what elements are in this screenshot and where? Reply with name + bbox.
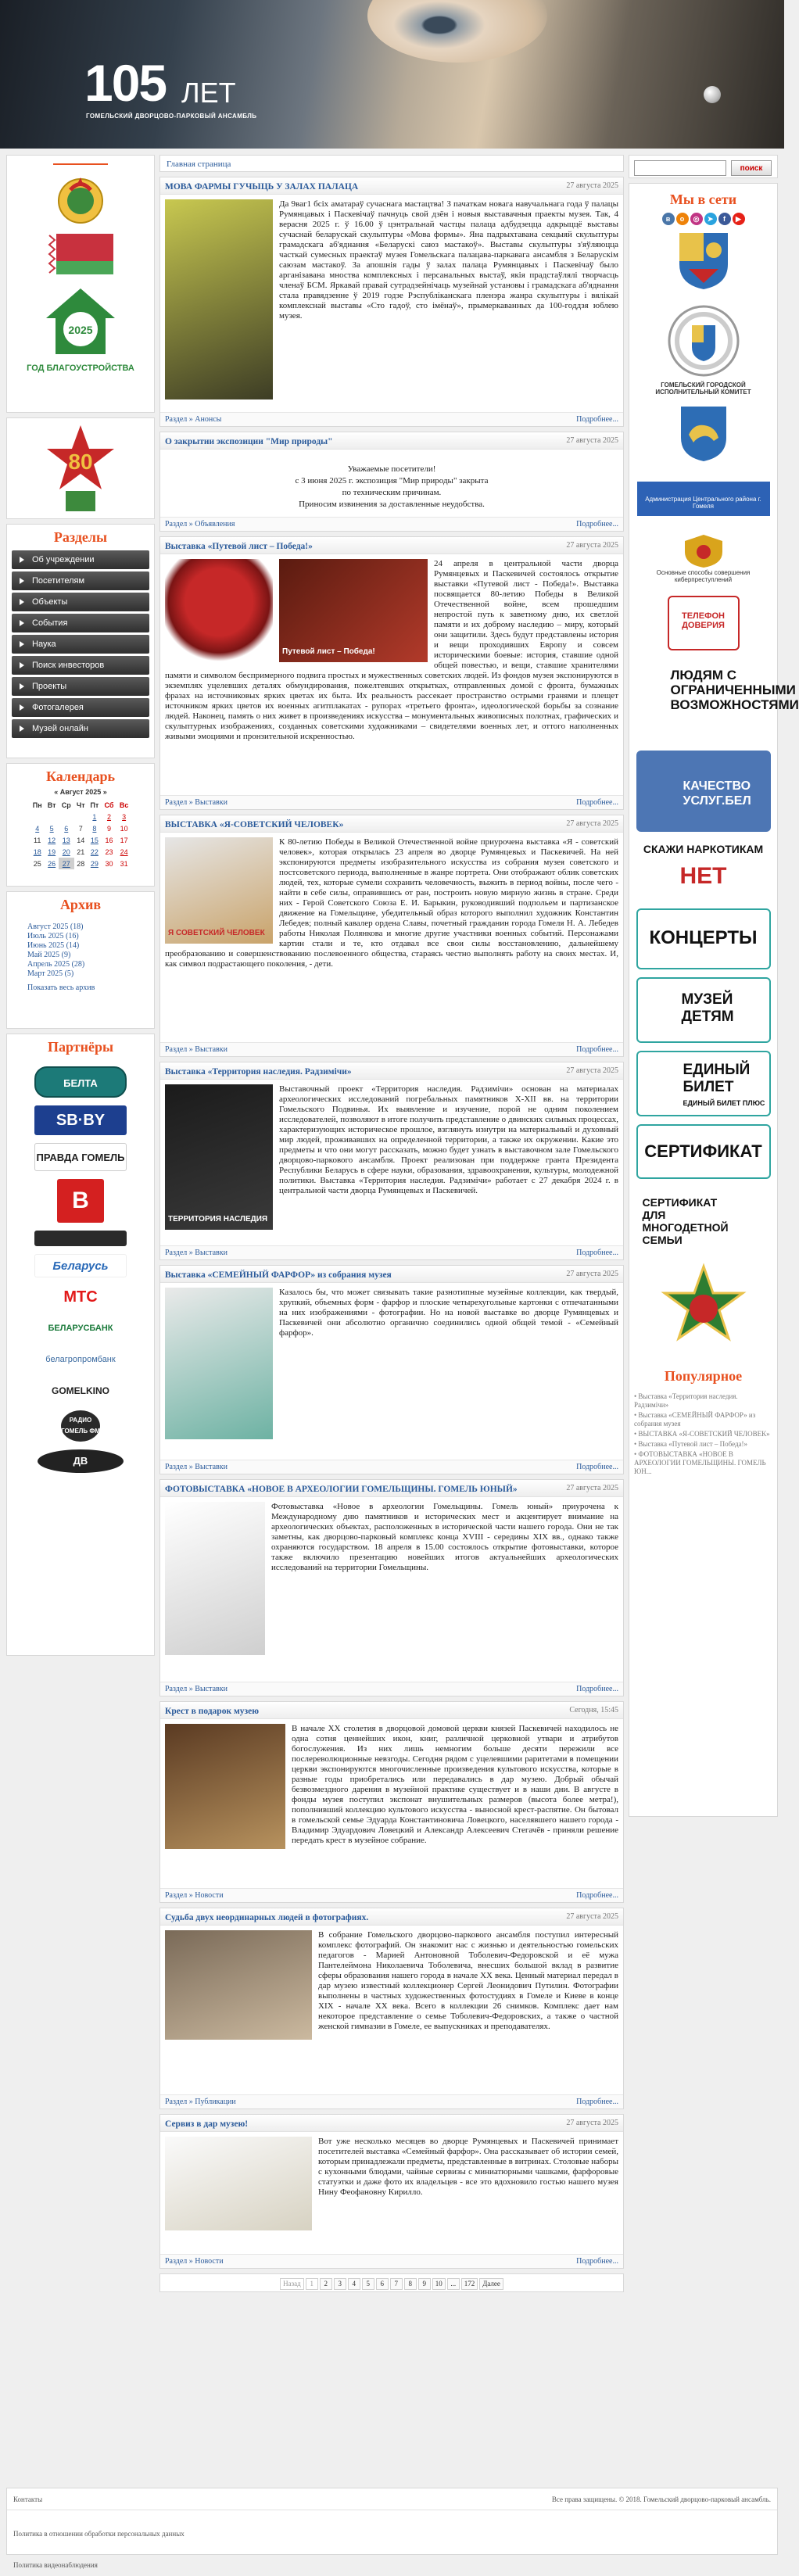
calendar-day — [30, 811, 45, 822]
page-link[interactable]: 8 — [404, 2278, 417, 2290]
calendar-weekday: Пн — [32, 801, 42, 809]
post-header — [160, 537, 623, 554]
post-title[interactable]: МОВА ФАРМЫ ГУЧЫЦЬ У ЗАЛАХ ПАЛАЦА — [165, 182, 359, 192]
menu-item[interactable]: Фотогалерея — [12, 698, 149, 717]
right-banner[interactable]: СКАЖИ НАРКОТИКАМ — [636, 843, 771, 862]
menu-item[interactable]: Музей онлайн — [12, 719, 149, 738]
post-header — [160, 1062, 623, 1080]
menu-item[interactable]: Объекты — [12, 593, 149, 611]
popular-item[interactable]: • Выставка «СЕМЕЙНЫЙ ФАРФОР» из собрания музея — [634, 1411, 756, 1428]
calendar-day[interactable]: 13 — [62, 836, 70, 844]
post-text: Выставочный проект «Территория наследия. Радзимічи» основан на материалах археологических исследований погребальных памятников Х-XII вв. на территории Гомельского Подвинья. Их выявление и изучение, порой не одним поколением исследователей, позволяют в итоге получить представление о двинских сильных процессах, характеризующих историческое прошлое, взглянуть изнутри на материальный и духовный мир людей, проживавших на определенной территории, а также их окружении. Какие это предметы и что они могут рассказать, можно будет узнать в выставочном зале Гомельского дворцово-паркового ансамбля. Проект реализован при поддержке гранта Президента Республики Беларусь в сфере науки, образования, здравоохранения, культуры, молодежной политики. Выставка «Территория наследия. Радзимічи» работает с 27 декабря 2024 г. в центральной части дворца Румянцевых и Паскевичей. — [279, 1084, 618, 1195]
archive-item[interactable]: Май 2025 (9) — [27, 951, 71, 959]
menu-item[interactable]: Поиск инвесторов — [12, 656, 149, 675]
calendar-weekday: Сб — [104, 801, 114, 809]
header-banner — [0, 0, 784, 149]
footer-copyright: Все права защищены. © 2018. Гомельский дворцово-парковый ансамбль. — [551, 2495, 771, 2503]
post-text: Да 9ваг1 бсiх аматараў сучаснага мастацтва! З пачаткам новага навучальнага года ў палацы Румянцавых і Паскевічаў пачнуць свой дзён і новыя выставачныя праекты музея. Так, 4 верасня 2025 г. ў 16.00 ў цэнтральнай частцы палаца адбудзецца адкрыццё выставы сучаснай беларускай скульптуры «Мова формы». Яна падрыхтавана секцыяй скульптуры грамадскага аб'яднання «Беларускі саюз мастакоў». Выставы скульптуры з'яўляюцца часткай сумесных праектаў музея Гомельскага палацава-паркавага ансамбля з Беларускім саюзам мастакоў. За апошнія гады ў залах палаца Румянцавых і Паскевічаў было арганізавана мноства комплексных і персанальных выстаў, якія прадстаўлялі творчасць членаў БСМ. Яркавай правай сутрадзейнічаць музейнай установы і грамадскага аб'яднання стала правядзенне ў 2019 годзе Рэспубліканскага пленэра жанра скульптуры і вялікай комплекснай выставы «Сто гадоў, сто імёнаў», прымеркаванных да 100-годдзя юблею музея. — [279, 199, 618, 321]
menu-item[interactable]: Посетителям — [12, 571, 149, 590]
archive-item[interactable]: Август 2025 (18) — [27, 923, 84, 931]
telegram-icon[interactable]: ➤ — [704, 213, 717, 225]
post-footer — [160, 1460, 623, 1474]
menu-item[interactable]: Об учреждении — [12, 550, 149, 569]
post-category-link[interactable]: Раздел » Новости — [165, 2257, 224, 2266]
calendar-weekday: Пт — [90, 801, 99, 809]
calendar-title: Календарь — [45, 769, 116, 784]
page-link[interactable]: 6 — [376, 2278, 389, 2290]
post-image[interactable] — [279, 559, 428, 662]
calendar-day — [45, 811, 59, 822]
calendar-day: 31 — [120, 859, 128, 868]
post-text: Вот уже несколько месяцев во дворце Румянцевых и Паскевичей принимает посетителей выставка «Семейный фарфор». Она рассказывает об истории семей, которым принадлежали предметы, представленные в витринах. Столовые наборы с кухонными блюдами, чайные сервизы с миниатюрными чашками, фарфоровые статуэтки и даже фото их владельцев - все это вдохновило гостью нашего музея Нину Феофановну Кирилло. — [318, 2137, 618, 2197]
menu-item[interactable]: Проекты — [12, 677, 149, 696]
calendar-day[interactable]: 18 — [33, 847, 41, 856]
post-image[interactable] — [165, 1084, 273, 1230]
post-image[interactable] — [165, 1724, 285, 1849]
post-footer — [160, 795, 623, 809]
post-title[interactable]: ВЫСТАВКА «Я-СОВЕТСКИЙ ЧЕЛОВЕК» — [165, 820, 344, 829]
calendar-day[interactable]: 29 — [90, 859, 99, 868]
anniversary-number: 105 — [84, 54, 167, 112]
post-category-link[interactable]: Раздел » Новости — [165, 1891, 224, 1900]
social-icons — [629, 213, 777, 225]
post-footer — [160, 2094, 623, 2108]
calendar-day[interactable]: 8 — [92, 824, 97, 833]
partner-banner[interactable]: Беларусь — [34, 1254, 127, 1277]
popular-title: Популярное — [664, 1368, 743, 1384]
news-feed — [159, 177, 624, 2269]
right-banner[interactable]: ЕДИНЫЙ БИЛЕТ — [636, 1051, 771, 1096]
partner-banner[interactable] — [34, 1231, 127, 1246]
post-category-link[interactable]: Раздел » Выставки — [165, 1249, 228, 1257]
calendar-day[interactable]: 3 — [122, 812, 127, 821]
vk-icon[interactable]: в — [662, 213, 675, 225]
breadcrumb[interactable]: Главная страница — [159, 155, 624, 172]
post-category-link[interactable]: Раздел » Выставки — [165, 1045, 228, 1054]
news-post — [159, 1908, 624, 2109]
partners-title: Партнёры — [47, 1039, 114, 1055]
post-category-link[interactable]: Раздел » Выставки — [165, 1463, 228, 1471]
calendar-day: 14 — [77, 836, 85, 844]
read-more-link[interactable]: Подробнее... — [576, 1249, 618, 1257]
partner-banner[interactable]: белагропромбанк — [34, 1348, 127, 1371]
cyber-label: Основные способы совершения киберпреступлений — [656, 569, 751, 583]
post-image[interactable] — [165, 837, 273, 944]
archive-box — [6, 891, 155, 1029]
post-text: Казалось бы, что может связывать такие разнотипные музейные коллекции, как твердый, хрупкий, объемных форм - фарфор и плоские четырехугольные картонки с отпечатанными на них изображениями - фотографии. Но на новой выставке во дворце Румянцевых и Паскевичей они абсолютно органично соединились одной общей темой - «Семейный фарфор». — [279, 1288, 618, 1338]
right-banner[interactable]: КОНЦЕРТЫ — [636, 908, 771, 969]
post-text: 24 апреля в центральной части дворца Румянцевых и Паскевичей состоялось открытие выставки «Путевой лист - Победа!». Выставка посвящается 80-летию Победы в Великой Отечественной войне, всем прошедшим непростой путь к заветному дню, их светлой памяти и их доброму наследию – миру, который они защитили. Здесь будут представлены история и вещи проходивших Европу и совсем историческими боевые: история, ставшие одной общей повестью, и вещи, ставшие хранителями памяти и символом беспримерного подвига простых и мужественных советских людей. Из фондов музея экспонируются в экземплях уцелевших деталях обмундирования, пожелтевших открытках, отправленных домой с фронта, бумажных фразах на источниковых ярких цветах их быта. Их реальность рассекает пространство острыми гранями и плещет источником ярких цветов их военных агитплакатах - рупорах «третьего фронта», идеологической борьбы за сознание людей. Наконец, память о них живет в произведениях искусства – монументальных живописных полотнах, графических и скульптурных изображениях, созданных советскими художниками – свидетелями военных лет, и оттого наполненных живыми эмоциями и пронзительной искренностью. — [165, 559, 618, 741]
post-body — [160, 1926, 623, 2035]
post-title[interactable]: Выставка «СЕМЕЙНЫЙ ФАРФОР» из собрания музея — [165, 1270, 392, 1280]
footer — [6, 2488, 778, 2569]
post-date: Сегодня, 15:45 — [569, 1706, 618, 1714]
post-footer — [160, 517, 623, 531]
post-date: 27 августа 2025 — [566, 181, 618, 190]
youtube-icon[interactable]: ▶ — [733, 213, 745, 225]
archive-item[interactable]: Июль 2025 (16) — [27, 932, 79, 940]
post-title[interactable]: Судьба двух неординарных людей в фотографиях. — [165, 1913, 369, 1922]
post-title[interactable]: О закрытии экспозиции "Мир природы" — [165, 437, 333, 446]
post-body — [160, 1497, 623, 1576]
right-banners-box — [629, 183, 799, 1817]
post-category-link[interactable]: Раздел » Выставки — [165, 798, 228, 807]
post-date: 27 августа 2025 — [566, 541, 618, 550]
partner-banner[interactable]: B — [57, 1179, 104, 1223]
calendar-weekday: Вт — [47, 801, 56, 809]
post-footer — [160, 1245, 623, 1259]
post-date: 27 августа 2025 — [566, 819, 618, 828]
archive-item[interactable]: Июнь 2025 (14) — [27, 941, 80, 950]
right-banner[interactable]: ТЕЛЕФОН ДОВЕРИЯ — [668, 596, 740, 650]
post-header — [160, 1266, 623, 1283]
calendar-day[interactable]: 12 — [48, 836, 56, 844]
year-label: ГОД БЛАГОУСТРОЙСТВА — [27, 364, 134, 373]
post-category-link[interactable]: Раздел » Выставки — [165, 1685, 228, 1693]
calendar-day[interactable]: 24 — [120, 847, 128, 856]
calendar-box — [6, 763, 155, 887]
read-more-link[interactable]: Подробнее... — [576, 1891, 618, 1900]
popular-item[interactable]: • Выставка «Территория наследия. Радзимічи» — [634, 1392, 738, 1409]
calendar-day: 16 — [105, 836, 113, 844]
calendar-day: 17 — [120, 836, 128, 844]
calendar-day: 11 — [34, 836, 41, 844]
pagination — [159, 2273, 624, 2292]
social-title: Мы в сети — [669, 192, 737, 207]
news-post — [159, 1479, 624, 1696]
post-date: 27 августа 2025 — [566, 2119, 618, 2127]
partner-banner[interactable]: РАДИО ГОМЕЛЬ ФМ — [61, 1410, 100, 1442]
calendar-day[interactable]: 15 — [90, 836, 99, 844]
page-link[interactable]: 7 — [390, 2278, 403, 2290]
post-date: 27 августа 2025 — [566, 1484, 618, 1492]
post-header — [160, 1480, 623, 1497]
footer-contacts-link[interactable]: Контакты — [13, 2495, 43, 2503]
post-footer — [160, 2254, 623, 2268]
page-link[interactable]: 9 — [418, 2278, 431, 2290]
ok-icon[interactable]: о — [676, 213, 689, 225]
right-banners — [629, 596, 799, 1256]
divider — [53, 163, 108, 165]
post-date: 27 августа 2025 — [566, 1912, 618, 1921]
anniversary-word: ЛЕТ — [181, 77, 236, 109]
read-more-link[interactable]: Подробнее... — [576, 1045, 618, 1054]
district-emblem-icon[interactable] — [678, 403, 729, 463]
archive-title: Архив — [59, 897, 102, 912]
calendar-day — [59, 811, 74, 822]
calendar-day: 21 — [77, 847, 85, 856]
news-post — [159, 815, 624, 1057]
post-image[interactable] — [165, 1502, 265, 1655]
post-body — [160, 1283, 623, 1342]
calendar-day[interactable]: 2 — [106, 812, 111, 821]
facebook-icon[interactable]: f — [718, 213, 731, 225]
post-text: В собрание Гомельского дворцово-паркового ансамбля поступил интересный комплекс фотографий. Он знакомит нас с жизнью и деятельностью гомельских педагогов - Марией Антоновной Тоболевич-Федоровской и её мужа Пантелеймона Николаевича Тоболевича, внесших большой вклад в развитие сферы образования нашего города в начале ХХ века. Ценный материал передал в дар музею известный коллекционер Сергей Леонидович Путилин. Фотографии выполнены в частных художественных фотостудиях в Гомеле и Киеве в конце XIX - начале ХХ века. Всего в коллекции 26 снимков. Комплекс дает нам некоторое представление о семье Тоболевич-Федоровских, а также о частной женской гимназии в Гомеле, ее выпускниках и преподавателях. — [318, 1930, 618, 2031]
victory-80-icon — [45, 422, 116, 516]
gorispolkom-label: ГОМЕЛЬСКИЙ ГОРОДСКОЙ ИСПОЛНИТЕЛЬНЫЙ КОМИТЕТ — [655, 382, 751, 396]
post-title[interactable]: ФОТОВЫСТАВКА «НОВОЕ В АРХЕОЛОГИИ ГОМЕЛЬЩИНЫ. ГОМЕЛЬ ЮНЫЙ» — [165, 1485, 518, 1494]
news-post — [159, 1062, 624, 1260]
right-banner[interactable]: ЛЮДЯМ С ОГРАНИЧЕННЫМИ ВОЗМОЖНОСТЯМИ — [636, 661, 771, 740]
calendar-day[interactable]: 22 — [90, 847, 99, 856]
sections-title: Разделы — [53, 529, 108, 545]
news-post — [159, 177, 624, 427]
footer-video-policy-link[interactable]: Политика видеонаблюдения — [13, 2561, 98, 2569]
post-text: К 80-летию Победы в Великой Отечественной войне приурочена выставка «Я - советский человек», которая открылась 23 апреля во дворце Румянцевых и Паскевичей. На ней экспонируются предметы изобразительного искусства из собрания музея советского и постсоветского периода, выполненные в жанре портрета. Они отображают облик советских людей, тех, которые сумели сохранить человечность, выжить в период войны, после чего - найти в себе силы, оправившись от ран, построить новую мирную жизнь в стране. Среди них - Герой Советского Союза Е. И. Барыкин, руководивший подпольем и партизанское движение на Гомельщине, убедительный образ которого выполнил художник Константин Лебедев; полный кавалер ордена Славы, почетный гражданин города Гомеля Н. А. Лебедев работы Николая Полянкова и многие другие участники военных событий. Персонажами картин стали и те, кто отдавал все свои силы восстановлению, дальнейшему преобразованию и совершенствованию послевоенного общества, стараясь честно выполнять работу на своих местах. И, как символ подрастающего поколения, - дети. — [165, 837, 618, 969]
post-image[interactable] — [165, 1288, 273, 1439]
post-title[interactable]: Крест в подарок музею — [165, 1707, 260, 1716]
page-link[interactable]: 1 — [306, 2278, 318, 2290]
instagram-icon[interactable]: ◎ — [690, 213, 703, 225]
post-header — [160, 432, 623, 450]
post-footer — [160, 412, 623, 426]
post-image[interactable] — [165, 559, 273, 667]
post-line: по техническим причинам. — [342, 488, 442, 497]
right-banner[interactable]: СЕРТИФИКАТ ДЛЯ МНОГОДЕТНОЙ СЕМЬИ — [636, 1187, 771, 1256]
page-link[interactable]: 3 — [334, 2278, 346, 2290]
partner-banner[interactable]: ДВ — [38, 1449, 124, 1473]
calendar-weekday: Вс — [119, 801, 129, 809]
partner-banner[interactable]: МТС — [34, 1285, 127, 1309]
post-body — [160, 2132, 623, 2201]
news-post — [159, 2114, 624, 2269]
post-line: с 3 июня 2025 г. экспозиция "Мир природы" закрыта — [295, 476, 489, 485]
post-title[interactable]: Сервиз в дар музею! — [165, 2119, 249, 2129]
page-link[interactable]: 10 — [432, 2278, 446, 2290]
post-text: В начале ХХ столетия в дворцовой домовой церкви князей Паскевичей находилось не одна сотня ценнейших икон, книг, различной церковной утвари и атрибутов богослужения. Из них лишь немногим больше десяти пережили все послереволюционные невзгоды. Сегодня рядом с уцелевшими раритетами в помещении церкви экспонируются многочисленные произведения культового искусства, которые в разные годы приобретались или передавались в дар музею. Добрый обычай безвозмездного дарения в музейной практике существует и в наши дни. В августе в фонды музея поступил экспонат внушительных размеров (высота более метра!), пополнивший коллекцию культового искусства - выносной крест-распятие. Он бытовал в гомельской семье Эдуарда Константиновича Ловецкого, населявшего нашего города - Владимир Эдуардович Ловецкий и Александр Алексеевич Стегачёв - приняли решение передать крест в музейное собрание. — [292, 1724, 618, 1845]
calendar-nav[interactable]: « Август 2025 » — [54, 788, 107, 796]
partner-banner[interactable]: GOMELKINO — [34, 1379, 127, 1403]
archive-item[interactable]: Апрель 2025 (28) — [27, 960, 85, 969]
post-title[interactable]: Выставка «Путевой лист – Победа!» — [165, 542, 313, 551]
cyber-shield-icon[interactable] — [682, 533, 726, 569]
read-more-link[interactable]: Подробнее... — [576, 2098, 618, 2106]
post-header — [160, 1908, 623, 1926]
calendar-day[interactable]: 4 — [35, 824, 40, 833]
post-body — [160, 833, 623, 973]
admin-banner[interactable]: Администрация Центрального района г. Гомеля — [637, 482, 770, 516]
calendar-weekday: Ср — [61, 801, 71, 809]
post-category-link[interactable]: Раздел » Анонсы — [165, 415, 222, 424]
state-emblem-icon — [53, 174, 108, 226]
archive-list — [7, 918, 154, 998]
army-emblem-icon[interactable] — [657, 1263, 751, 1357]
read-more-link[interactable]: Подробнее... — [576, 1685, 618, 1693]
site-subtitle: ГОМЕЛЬСКИЙ ДВОРЦОВО-ПАРКОВЫЙ АНСАМБЛЬ — [86, 113, 257, 120]
page-link[interactable]: 172 — [461, 2278, 478, 2290]
read-more-link[interactable]: Подробнее... — [576, 520, 618, 528]
svg-text:80: 80 — [68, 450, 93, 474]
popular-item[interactable]: • ВЫСТАВКА «Я-СОВЕТСКИЙ ЧЕЛОВЕК» — [634, 1430, 770, 1438]
news-post — [159, 1265, 624, 1474]
post-text: Фотовыставка «Новое в археологии Гомельщины. Гомель юный» приурочена к Международному дню памятников и исторических мест и акцентирует внимание на археологических объектах, расположенных в исторической части нашего города. Они не так заметны, как дворцово-парковый комплекс конца XVIII - середины XIX вв., однако также охраняются государством. 18 апреля в 15.00 состоялось открытие фотовыставки, которое также включило презентацию новейших итогов актуальнейших археологических исследований на территории Гомельщины. — [271, 1502, 618, 1572]
page-link[interactable]: 5 — [362, 2278, 374, 2290]
post-header — [160, 177, 623, 195]
calendar-day — [74, 811, 88, 822]
post-body — [160, 195, 623, 324]
post-date: 27 августа 2025 — [566, 436, 618, 445]
post-line: Приносим извинения за доставленные неудобства. — [299, 500, 485, 509]
partner-banner[interactable]: БЕЛТА — [34, 1066, 127, 1098]
archive-more-link[interactable]: Показать весь архив — [27, 983, 95, 992]
search-box — [629, 155, 778, 178]
read-more-link[interactable]: Подробнее... — [576, 798, 618, 807]
search-button[interactable]: поиск — [731, 160, 772, 176]
calendar-day: 23 — [105, 847, 113, 856]
read-more-link[interactable]: Подробнее... — [576, 415, 618, 424]
right-banner[interactable]: СЕРТИФИКАТ — [636, 1124, 771, 1179]
page-link[interactable]: 4 — [348, 2278, 360, 2290]
post-header — [160, 2115, 623, 2132]
search-input[interactable] — [634, 160, 726, 176]
calendar-weekday: Чт — [76, 801, 85, 809]
calendar-day: 28 — [77, 859, 85, 868]
post-footer — [160, 1888, 623, 1902]
right-banner[interactable]: МУЗЕЙ ДЕТЯМ — [636, 977, 771, 1043]
popular-item[interactable]: • Выставка «Путевой лист – Победа!» — [634, 1440, 748, 1448]
archive-item[interactable]: Март 2025 (5) — [27, 969, 74, 978]
post-image[interactable] — [165, 1930, 312, 2040]
post-body — [160, 1080, 623, 1224]
post-image-label: Путевой лист – Победа! — [282, 647, 375, 656]
post-footer — [160, 1682, 623, 1696]
right-banner[interactable]: НЕТ — [636, 863, 771, 897]
gomel-city-emblem-icon[interactable] — [676, 230, 731, 291]
calendar-day[interactable]: 26 — [48, 859, 56, 868]
read-more-link[interactable]: Подробнее... — [576, 2257, 618, 2266]
partner-banner[interactable]: SB·BY — [34, 1105, 127, 1135]
calendar-day[interactable]: 5 — [49, 824, 54, 833]
victory-emblem-box — [6, 417, 155, 519]
menu-item[interactable]: События — [12, 614, 149, 632]
calendar-day[interactable]: 20 — [62, 847, 70, 856]
state-flag-icon — [48, 234, 113, 274]
post-category-link[interactable]: Раздел » Объявления — [165, 520, 235, 528]
year-of-improvement-icon — [41, 284, 120, 362]
page-link[interactable]: Далее — [479, 2278, 503, 2290]
news-post — [159, 1701, 624, 1903]
popular-list — [629, 1389, 777, 1481]
post-footer — [160, 1042, 623, 1056]
calendar — [30, 788, 131, 869]
post-body — [160, 450, 623, 514]
partners-box — [6, 1034, 155, 1656]
post-image[interactable] — [165, 2137, 312, 2230]
right-banner[interactable]: КАЧЕСТВО УСЛУГ.БЕЛ — [636, 751, 771, 832]
news-post — [159, 536, 624, 810]
post-image-label: Я СОВЕТСКИЙ ЧЕЛОВЕК — [168, 929, 265, 937]
menu-item[interactable]: Наука — [12, 635, 149, 654]
post-title[interactable]: Выставка «Территория наследия. Радзимічи» — [165, 1067, 352, 1077]
footer-privacy-link[interactable]: Политика в отношении обработки персональных данных — [13, 2530, 185, 2538]
page-link[interactable]: 2 — [320, 2278, 332, 2290]
calendar-day: 9 — [106, 824, 111, 833]
post-date: 27 августа 2025 — [566, 1270, 618, 1278]
read-more-link[interactable]: Подробнее... — [576, 1463, 618, 1471]
emblem-box — [6, 155, 155, 413]
pearl-earring-image — [704, 86, 721, 103]
page-link: ... — [447, 2278, 460, 2290]
calendar-day: 7 — [78, 824, 83, 833]
post-body — [160, 1719, 623, 1849]
year-badge: 2025 — [68, 324, 93, 336]
post-date: 27 августа 2025 — [566, 1066, 618, 1075]
popular-item[interactable]: • ФОТОВЫСТАВКА «НОВОЕ В АРХЕОЛОГИИ ГОМЕЛЬЩИНЫ. ГОМЕЛЬ ЮН... — [634, 1450, 766, 1475]
calendar-day: 10 — [120, 824, 128, 833]
calendar-day: 30 — [105, 859, 113, 868]
partner-banner[interactable]: ПРАВДА ГОМЕЛЬ — [34, 1143, 127, 1171]
calendar-day[interactable]: 27 — [59, 858, 74, 869]
news-post — [159, 432, 624, 532]
calendar-day: 25 — [33, 859, 41, 868]
sections-menu — [12, 550, 149, 738]
sections-box — [6, 524, 155, 758]
post-body — [160, 554, 623, 745]
page-link: Назад — [280, 2278, 304, 2290]
calendar-day[interactable]: 19 — [48, 847, 56, 856]
post-image-label: ТЕРРИТОРИЯ НАСЛЕДИЯ — [168, 1215, 268, 1224]
post-line: Уважаемые посетители! — [347, 464, 436, 474]
calendar-day[interactable]: 1 — [92, 812, 97, 821]
post-header — [160, 1702, 623, 1719]
calendar-day[interactable]: 6 — [64, 824, 69, 833]
post-category-link[interactable]: Раздел » Публикации — [165, 2098, 236, 2106]
partner-banner[interactable]: БЕЛАРУСБАНК — [34, 1317, 127, 1340]
portrait-image — [367, 0, 547, 63]
gorispolkom-emblem-icon[interactable] — [653, 302, 754, 380]
partners-list — [7, 1066, 154, 1473]
post-image[interactable] — [165, 199, 273, 399]
post-header — [160, 815, 623, 833]
right-banner[interactable]: ЕДИНЫЙ БИЛЕТ ПЛЮС — [636, 1096, 771, 1116]
